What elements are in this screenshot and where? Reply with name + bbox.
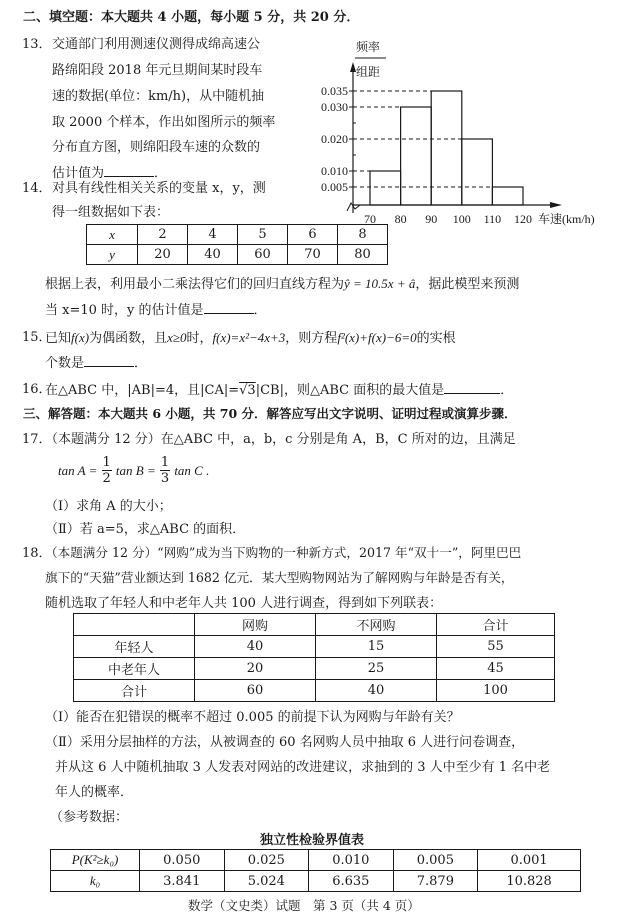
q15-text: ，则方程 — [285, 331, 338, 346]
q17-part-1: （Ⅰ）求角 A 的大小； — [45, 499, 172, 514]
q13-answer-blank[interactable] — [104, 166, 154, 177]
q18-number: 18． — [22, 546, 52, 561]
histogram-bar — [401, 107, 432, 205]
q14-answer-blank[interactable] — [204, 303, 254, 314]
q13-line-5: 分布直方图，则绵阳段车速的众数的 — [52, 140, 261, 155]
y-tick-label: 0.005 — [321, 180, 348, 194]
y-axis-label-denominator: 组距 — [356, 65, 381, 79]
q18-part-1: （Ⅰ）能否在犯错误的概率不超过 0.005 的前提下认为网购与年龄有关？ — [45, 710, 460, 725]
q13-line-6-prefix: 估计值为 — [52, 166, 105, 181]
table-cell: 55 — [437, 636, 555, 658]
table-cell: 80 — [338, 245, 388, 265]
histogram-bar — [431, 91, 462, 205]
table-header-row — [74, 614, 555, 636]
q14-line-4-suffix: ． — [253, 303, 267, 318]
table-cell: 4 — [188, 225, 238, 245]
q15-text: 已知 — [45, 331, 72, 346]
fraction-denominator: 2 — [102, 471, 111, 486]
table-row-label: 年轻人 — [74, 636, 195, 658]
q16-text-a: 在△ABC 中，|AB|=4，且|CA|= — [45, 383, 240, 398]
q16-sqrt: √3 — [239, 383, 256, 398]
table-header-cell: 网购 — [195, 614, 316, 636]
q15-text: 的实根 — [416, 331, 456, 346]
table-row — [74, 636, 555, 658]
table-header-cell — [74, 614, 195, 636]
y-tick-label: 0.020 — [321, 132, 348, 146]
y-tick-label: 0.010 — [321, 164, 348, 178]
q13-line-1: 交通部门利用测速仪测得成绵高速公 — [52, 37, 261, 52]
table-cell: 25 — [316, 658, 437, 680]
q17-line-1: （本题满分 12 分）在△ABC 中，a，b，c 分别是角 A，B，C 所对的边，且满足 — [45, 432, 516, 447]
table-cell: 0.025 — [224, 850, 309, 871]
q15-number: 15． — [22, 330, 52, 345]
q14-line-1: 对具有线性相关关系的变量 x，y，测 — [52, 181, 266, 196]
x-tick-label: 70 — [364, 212, 376, 226]
page-footer: 数学（文史类）试题 第 3 页（共 4 页） — [188, 898, 420, 913]
q16-line — [45, 383, 513, 397]
q14-data-table — [86, 224, 388, 265]
q14-number: 14． — [22, 181, 52, 196]
row-label-x: x — [87, 225, 138, 245]
section-2-heading: 二、填空题：本大题共 4 小题，每小题 5 分，共 20 分． — [23, 10, 360, 25]
table-cell: 40 — [188, 245, 238, 265]
table-cell: 0.005 — [393, 850, 478, 871]
q18-line-3: 随机选取了年轻人和中老年人共 100 人进行调查，得到如下列联表： — [45, 596, 443, 611]
q17-part-2: （Ⅱ）若 a=5，求△ABC 的面积． — [45, 522, 246, 537]
q15-definition: f(x)=x²−4x+3 — [212, 330, 286, 345]
section-3-heading: 三、解答题：本大题共 6 小题，共 70 分．解答应写出文字说明、证明过程或演算步骤． — [23, 406, 517, 421]
q14-line-4-prefix: 当 x=10 时，y 的估计值是 — [45, 303, 204, 318]
q16-number: 16． — [22, 382, 52, 397]
q13-line-4: 取 2000 个样本，作出如图所示的频率 — [52, 115, 276, 130]
table-row-y — [87, 245, 388, 265]
q13-line-2: 路绵阳段 2018 年元旦期间某时段车 — [52, 63, 263, 78]
q13-number: 13． — [22, 37, 52, 52]
q14-line-3 — [45, 277, 519, 291]
table-cell: 0.050 — [140, 850, 225, 871]
x-tick-label: 100 — [452, 212, 471, 226]
q14-line-3-suffix: ，据此模型来预测 — [415, 277, 520, 292]
q15-line-1 — [45, 331, 456, 345]
table-row — [74, 658, 555, 680]
fraction-numerator: 1 — [102, 455, 111, 470]
table-cell: 2 — [138, 225, 188, 245]
q15-line-2-suffix: ． — [134, 356, 148, 371]
table-cell: 100 — [437, 680, 555, 702]
x-tick-label: 110 — [483, 212, 502, 226]
q18-line-1: （本题满分 12 分）“网购”成为当下购物的一种新方式，2017 年“双十一”，阿里巴巴 — [45, 545, 522, 560]
q18-part-2-line-3: 年人的概率． — [55, 785, 134, 800]
q15-function: f(x) — [71, 330, 90, 345]
table-cell: 20 — [195, 658, 316, 680]
table-header-cell: 不网购 — [316, 614, 437, 636]
q15-line-2-prefix: 个数是 — [45, 356, 85, 371]
critical-value-table — [50, 849, 581, 892]
q18-part-2-line-2: 并从这 6 人中随机抽取 3 人发表对网站的改进建议，求抽到的 3 人中至少有 1 名中老 — [55, 760, 551, 775]
q15-text: 时， — [186, 331, 213, 346]
q14-line-2: 得一组数据如下表： — [52, 205, 170, 220]
table-cell: 45 — [437, 658, 555, 680]
formula-part: tan B = — [115, 463, 156, 478]
y-axis-label-numerator: 频率 — [356, 40, 381, 54]
table-cell: 60 — [195, 680, 316, 702]
table-row-k0 — [51, 871, 581, 892]
x-tick-label: 80 — [394, 212, 407, 226]
table-cell: 6 — [288, 225, 338, 245]
y-tick-label: 0.030 — [321, 100, 348, 114]
formula-part: tan C . — [174, 463, 210, 478]
q14-line-4 — [45, 303, 267, 317]
table-row-label: 中老年人 — [74, 658, 195, 680]
row-label-probability: P(K²≥k₀) — [51, 850, 140, 871]
q16-answer-blank[interactable] — [444, 383, 500, 394]
q13-line-6-suffix: ． — [154, 166, 168, 181]
q15-equation: f²(x)+f(x)−6=0 — [337, 330, 417, 345]
q15-answer-blank[interactable] — [84, 356, 134, 367]
histogram-bar — [492, 187, 523, 205]
table-cell: 10.828 — [478, 871, 581, 892]
q15-condition: x≥0 — [167, 330, 187, 345]
table-cell: 70 — [288, 245, 338, 265]
q16-suffix: ． — [500, 383, 514, 398]
table-cell: 20 — [138, 245, 188, 265]
table-row-probability — [51, 850, 581, 871]
q17-formula — [58, 456, 209, 485]
table-cell: 5 — [238, 225, 288, 245]
table-cell: 40 — [316, 680, 437, 702]
q18-reference-label: （参考数据： — [50, 810, 129, 825]
row-label-y: y — [87, 245, 138, 265]
formula-part: tan A = — [58, 463, 98, 478]
histogram-bar — [370, 171, 401, 205]
q17-number: 17． — [22, 432, 52, 447]
table-row-label: 合计 — [74, 680, 195, 702]
x-tick-label: 90 — [425, 212, 438, 226]
q13-line-3: 速的数据(单位：km/h)，从中随机抽 — [52, 89, 265, 104]
regression-equation: ŷ = 10.5x + â — [344, 276, 416, 291]
table-cell: 0.001 — [478, 850, 581, 871]
y-axis-label — [355, 39, 386, 79]
q13-line-6 — [52, 166, 167, 180]
table-cell: 7.879 — [393, 871, 478, 892]
table-row-x — [87, 225, 388, 245]
fraction-one-third — [160, 456, 170, 485]
fraction-denominator: 3 — [160, 471, 170, 486]
q15-line-2 — [45, 356, 147, 370]
frequency-histogram — [300, 30, 629, 230]
x-tick-label: 120 — [514, 212, 532, 226]
x-axis-arrow-icon — [550, 202, 562, 208]
q16-text-b: |CB|，则△ABC 面积的最大值是 — [255, 383, 445, 398]
table-cell: 5.024 — [224, 871, 309, 892]
x-axis-label: 车速(km/h) — [538, 212, 595, 226]
reference-table-title: 独立性检验界值表 — [260, 833, 365, 848]
q18-part-2-line-1: （Ⅱ）采用分层抽样的方法，从被调查的 60 名网购人员中抽取 6 人进行问卷调查， — [45, 735, 525, 750]
q14-line-3-prefix: 根据上表，利用最小二乘法得它们的回归直线方程为 — [45, 277, 345, 292]
table-cell: 3.841 — [140, 871, 225, 892]
row-label-k0: k₀ — [51, 871, 140, 892]
table-cell: 60 — [238, 245, 288, 265]
q15-text: 为偶函数，且 — [89, 331, 168, 346]
table-cell: 8 — [338, 225, 388, 245]
table-cell: 40 — [195, 636, 316, 658]
table-cell: 6.635 — [309, 871, 394, 892]
q18-line-2: 旗下的“天猫”营业额达到 1682 亿元．某大型购物网站为了解网购与年龄是否有关， — [45, 570, 514, 585]
fraction-one-half — [102, 456, 112, 485]
table-cell: 0.010 — [309, 850, 394, 871]
fraction-numerator: 1 — [160, 455, 170, 470]
table-row — [74, 680, 555, 702]
contingency-table — [73, 613, 555, 702]
table-cell: 15 — [316, 636, 437, 658]
histogram-bar — [462, 139, 493, 205]
table-header-cell: 合计 — [437, 614, 555, 636]
y-tick-label: 0.035 — [321, 84, 348, 98]
